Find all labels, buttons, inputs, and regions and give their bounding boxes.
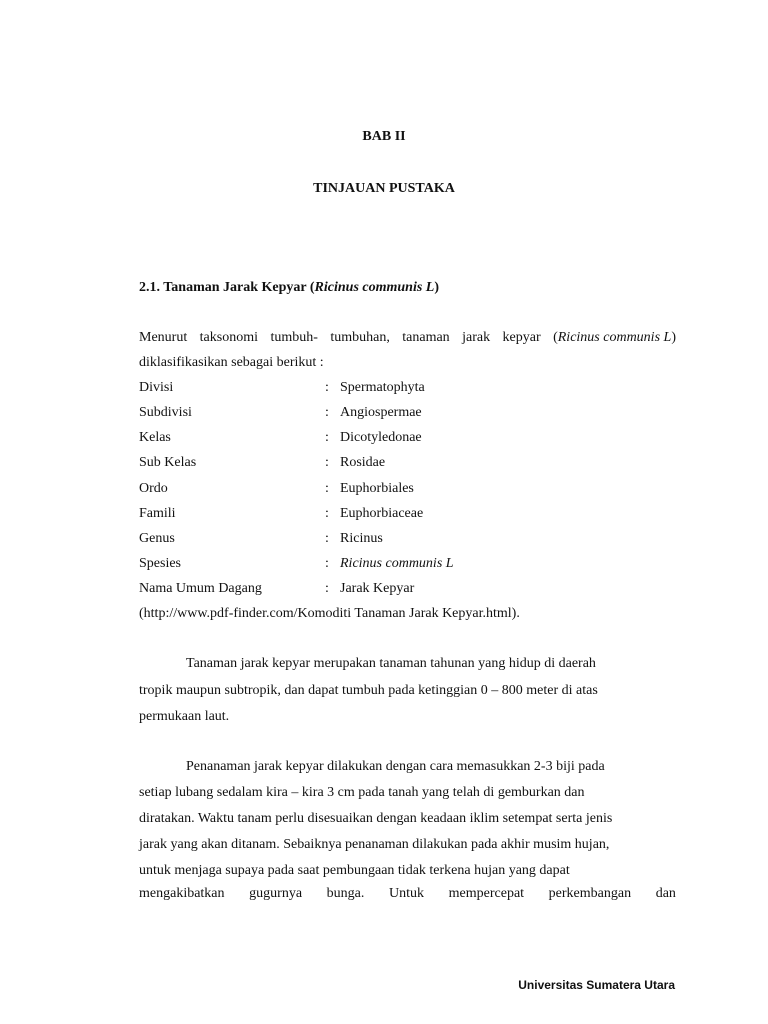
paragraph-line: Tanaman jarak kepyar merupakan tanaman tahunan yang hidup di daerah [186, 656, 596, 671]
paragraph-line: diratakan. Waktu tanam perlu disesuaikan dengan keadaan iklim setempat serta jenis [139, 811, 613, 826]
university-footer: Universitas Sumatera Utara [518, 978, 675, 992]
chapter-title: TINJAUAN PUSTAKA [313, 181, 455, 196]
paragraph-line-justified [139, 886, 676, 902]
chapter-number: BAB II [362, 129, 406, 144]
word: mengakibatkan [139, 886, 225, 901]
paragraph-line: untuk menjaga supaya pada saat pembungaan tidak terkena hujan yang dapat [139, 863, 570, 878]
intro-line-2: diklasifikasikan sebagai berikut : [139, 355, 324, 370]
word: mempercepat [448, 886, 525, 901]
paragraph-line: tropik maupun subtropik, dan dapat tumbuh pada ketinggian 0 – 800 meter di atas [139, 683, 598, 698]
paragraph-line: permukaan laut. [139, 709, 230, 724]
word: gugurnya [249, 886, 303, 901]
paragraph-line: jarak yang akan ditanam. Sebaiknya penanaman dilakukan pada akhir musim hujan, [139, 837, 610, 852]
paragraph-line: setiap lubang sedalam kira – kira 3 cm pada tanah yang telah di gemburkan dan [139, 785, 585, 800]
paragraph-line: Penanaman jarak kepyar dilakukan dengan cara memasukkan 2-3 biji pada [186, 759, 605, 774]
document-page: BAB II TINJAUAN PUSTAKA 2.1. Tanaman Jarak Kepyar (Ricinus communis L) Menurut taksonomi tumbuh- tumbuhan, tanaman jarak kepyar (Ricinus communis L) diklasifikasikan sebagai berikut : Divisi : Spermatophyta Subdivisi : Angiospermae Kelas : Dicotyledonae Sub Kelas : Rosidae Ordo : Euphorbiales Famili : Euphorbiaceae Genus : Ricinus Spesies : Ricinus communis L Nama Umum Dagang : Jarak Kepyar (http://www.pdf-finder.com/Komoditi Tanaman Jarak Kepyar.html). Tanaman jarak kepyar merupakan tanaman tahunan yang hidup di daerah tropik maupun subtropik, dan dapat tumbuh pada ketinggian 0 – 800 meter di atas permukaan laut. Penanaman jarak kepyar dilakukan dengan cara memasukkan 2-3 biji pada setiap lubang sedalam kira – kira 3 cm pada tanah yang telah di gemburkan dan diratakan. Waktu tanam perlu disesuaikan dengan keadaan iklim setempat serta jenis jarak yang akan ditanam. Sebaiknya penanaman dilakukan pada akhir musim hujan, untuk menjaga supaya pada saat pembungaan tidak terkena hujan yang dapat mengakibatkan gugurnya bunga. Untuk mempercepat perkembangan dan Universitas Sumatera Utara [0, 0, 768, 1024]
word: Untuk [389, 886, 425, 901]
word: perkembangan [548, 886, 632, 901]
word: dan [655, 886, 676, 901]
intro-line-1: Menurut taksonomi tumbuh- tumbuhan, tanaman jarak kepyar (Ricinus communis L) [139, 330, 676, 345]
source-citation: (http://www.pdf-finder.com/Komoditi Tanaman Jarak Kepyar.html). [139, 606, 520, 621]
word: bunga. [326, 886, 365, 901]
section-heading: 2.1. Tanaman Jarak Kepyar (Ricinus communis L) [139, 280, 440, 295]
